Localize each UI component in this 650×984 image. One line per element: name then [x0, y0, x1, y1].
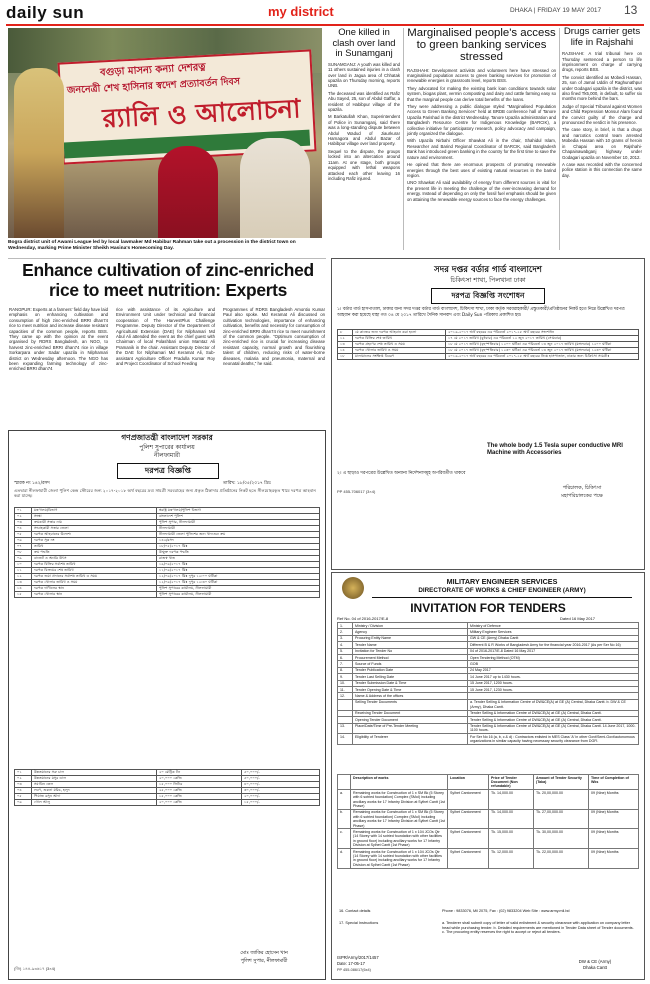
para: RAJSHAHI: Development activists and volunteers here have stressed on marginalised population access to green banking services for promotion of renewable energies in grassroots level, reports BSS.	[407, 67, 556, 84]
table-cell: Tender Publication Date	[353, 667, 468, 673]
divider	[403, 28, 404, 250]
special: a. Tenderer shall submit copy of letter of valid enlistment & security clearance with application on company letter head while purchasing tender. b. Detailed requirements are mentioned in Tender Data sheet of Tender documents. c. The procuring entity reserves the right to accept or reject all tenders.	[442, 921, 634, 935]
table-cell: ১২	[15, 574, 32, 580]
intro: ১। বর্ডার গার্ড হাসপাতাল, ঢাকার জন্য সদর দপ্তর বর্ডার গার্ড বাংলাদেশ, চিকিৎসা শাখা, ঢাকা কর্তৃক সরবরাহকারী/ প্রস্তুতকারী/প্রতিষ্ঠানের নিকট হতে নিম্নে উল্লেখিত দরপত্র আহবান করা হয়েছে যাহা গত ০৪ মে ২০১৭ তারিখে দৈনিক সানবাদ এবং Daily Sun পত্রিকায় প্রকাশিত হয়।	[337, 307, 625, 318]
table-cell: ৫০,০০০/-	[242, 776, 320, 782]
zinc-col1: RANGPUR: Experts at a farmers' field day have laid emphasis on enhancing cultivation and consumption of high zinc-enriched BRRI dhan74 rice to meet nutrition and increase disease resistant capacities of the common people, reports BSS. They came up with the opinion at the event organised by RDRS Bangladesh, an NGO, to harvest zinc-enriched BRRI dhan74 rice in village Sorkarpara under Sadar upazila in Nilphamari district on Wednesday afternoon. The NGO has been expanding farming technology of zinc-enriched BRRI dhan74	[9, 307, 108, 372]
table-cell: For Ser No 16 (a, b, c & d) : Contractors enlisted in MES Class 'A' in other Govt/Semi-Govt/autonomous organizations in similar capacity having necessary security clearance from DGFI.	[468, 734, 639, 745]
table-cell: Remaining works for Construction of 1 x 104 JCOs Qtr (14 Storey with 14 sotried foundation with other facilities in ground floor) including ancillary works for 17 Infantry Division at Sylhet Cantt (1st Phase)	[351, 849, 448, 869]
story-body	[407, 68, 556, 202]
table-cell: Opening Tender Document	[353, 717, 468, 723]
column-header: Time of Completion of Wks	[589, 775, 639, 790]
table-cell: মালামালের সংক্ষিপ্ত বিবরণ	[353, 354, 446, 360]
table-cell: ১২/০৬/২০১৭ খ্রিঃ দুপুর ১২:৩০ ঘটিকা	[157, 580, 320, 586]
table-cell: 14 June 2017 up to 1430 hours.	[468, 674, 639, 680]
table-cell: Agency	[353, 629, 468, 635]
para: UNO Shawkat Ali said availability of energy from different sources is vital for the present life in meeting the challenge of the ever-increasing demand for energy. Instead of depending on only the fossil fuel emphasis should be given on attaining the renewable energy sources to face the energy challenges.	[407, 180, 556, 202]
table-cell: Selling Tender Documents	[353, 699, 468, 710]
story-drugs	[562, 27, 642, 249]
table-cell: ০৬	[15, 538, 32, 544]
table-cell: Tk. 15,000.00	[489, 829, 534, 849]
table-cell: ১১	[15, 568, 32, 574]
table-cell: Tender Last Selling Date	[353, 674, 468, 680]
banner-main: র‍্যালি ও আলোচনা	[101, 94, 302, 135]
para: The convict identified as Mobedi Hassan, 25, son of Jamal Uddin of Raghunathpur under Godagari upazila in the district, was also fined Tk5,000, in default, to suffer six months more behind the bars.	[562, 74, 643, 102]
brand-logo: daily sun	[6, 3, 85, 22]
para: The case story, in brief, is that a drugs and narcotics control team arrested Mobedia Hassan with 10 grams of heroin in Chapai area on Rajshahi-Chapainawabganj highway under Godagari upazila on November 10, 2012.	[562, 127, 642, 160]
table-cell: Remaining works for Construction of 1 x SM Bk (5 Storey with 6 sotried foundation) Complex (SMoI) including ancillary works for 17 Infantry Division at Sylhet Cantt (1st Phase)	[351, 790, 448, 810]
table-cell: বাজেট ও অর্থের উৎস	[32, 556, 157, 562]
table-cell: 09 (Nine) Months	[589, 849, 639, 869]
zinc-col3: Programmes of RDRS Bangladesh Amontio Kumar Paul also spoke. Md Keramat Ali discussed on cultivation technologies, importance of enhancing cultivation, benefits and necessity for consumption of zinc-enriched BRRI dhan74 rice to meet nourishment of the common people. "Optimum consumption of zinc-enriched rice is crucial for increasing disease resistant capacity, normal growth and flourishing talent of children, reducing risks of water-borne diseases, malaria and pneumonia, maternal and neonatal deaths," he said.	[223, 307, 325, 367]
table-cell: উন্নতমানের মসুর ডাল	[32, 776, 157, 782]
table-row	[338, 348, 639, 354]
table-cell: ১৪	[15, 586, 32, 592]
table-cell: ১৮ মে ২০১৭ তারিখ (বৃহস্পতিবার) ১২০০ ঘটিকা এর পরিবর্তে ১৩ জুন ২০১৭ তারিখ (মঙ্গলবার) ১২০০ ঘটিকা	[446, 342, 639, 348]
table-cell: 6.	[338, 655, 353, 661]
table-cell: Name & Address of the offices	[353, 693, 468, 699]
story-killed	[328, 27, 400, 249]
table-cell: ১৮/০৫/২০১৭ খ্রিঃ	[157, 544, 320, 550]
banner-line1: জননেত্রী শেখ হাসিনার স্বদেশ প্রত্যাবর্তন দিবস	[66, 76, 241, 97]
table-cell: 8.	[338, 667, 353, 673]
masthead	[6, 0, 644, 24]
column-header: Location	[448, 775, 489, 790]
table-cell: 1.	[338, 623, 353, 629]
org2: DIRECTORATE OF WORKS & CHIEF ENGINEER (ARMY)	[418, 587, 586, 594]
tender-table	[14, 507, 320, 598]
ispr: ISPR/Army/2017/1457	[337, 955, 379, 960]
table-cell: ০১	[15, 770, 32, 776]
table-cell: পুলিশ সুপারের কার্যালয়, নীলফামারী	[157, 586, 320, 592]
table-cell: ২৫,০০০ কেজি	[157, 788, 242, 794]
para: A case was recorded with the concerned police station in this connection the same day.	[562, 161, 642, 178]
table-cell: Military Engineer Services	[468, 629, 639, 635]
table-cell: Sylhet Cantonment	[448, 790, 489, 810]
table-cell: Tk. 14,000.00	[489, 790, 534, 810]
table-cell: পুলিশ সুপার, নীলফামারী	[157, 520, 320, 526]
table-cell: 15 June 2017, 1230 hours.	[468, 687, 639, 693]
table-cell: Tender Selling & Information Centre of DW&CE(A) at GE (A) Central, Dhaka Cantt. 14 June 2017, 1000-1100 hours.	[468, 723, 639, 734]
table-row	[338, 829, 639, 849]
table-cell: দরপত্র বিক্রির সর্বশেষ তারিখ	[32, 562, 157, 568]
table-cell: ১৯/০৬/২০১৭ খ্রিঃ	[157, 562, 320, 568]
table-cell: নীলফামারী	[157, 526, 320, 532]
table-cell: ২০,০০০ কেজি	[157, 776, 242, 782]
contact-label: 16. Contact details	[339, 909, 371, 913]
table-cell: ০২	[15, 514, 32, 520]
table-row	[338, 734, 639, 745]
person-left	[14, 68, 64, 238]
table-cell: ১০	[15, 562, 32, 568]
table-cell: Receiving Tender Document	[353, 710, 468, 716]
table-cell: উন্নতমানের সরু চাল	[32, 770, 157, 776]
para: They advocated for making the existing bank loan conditions towards solar system, biogas plant, vermin composting and dairy and cattle farming easy so that the marginal people can derive total benefits of the loans.	[407, 85, 556, 102]
table-cell: 12.	[338, 693, 353, 699]
table-cell: ৮	[338, 330, 353, 336]
story-body	[328, 62, 400, 182]
ad-police	[8, 430, 326, 980]
works-table	[337, 774, 639, 869]
story-body	[562, 51, 642, 178]
table-cell: 09 (Nine) Months	[589, 790, 639, 810]
table-cell: গোল আলু	[32, 800, 157, 806]
table-cell: Tender Submission Date & Time	[353, 680, 468, 686]
heading: দরপত্র বিজ্ঞপ্তি	[145, 466, 191, 475]
table-cell: ১৮ মে ২০১৭ তারিখ (বৃহস্পতিবার) ১২৩০ ঘটিকা এর পরিবর্তে ১৩ জুন ২০১৭ তারিখ (মঙ্গলবার) ১২৩০ ঘটিকা	[446, 348, 639, 354]
memo-right: তারিখ: ১৮/০৫/২০১৭ খ্রিঃ	[223, 481, 272, 486]
table-cell: ১৫,০০০ কেজি	[157, 794, 242, 800]
table-cell: 7.	[338, 661, 353, 667]
table-cell: Tender Opening Date & Time	[353, 687, 468, 693]
photo-caption: Bogra district unit of Awami League led by local lawmaker Md Habibur Rahman take out a procession in the district town on Wednesday, marking Prime Minister Sheikh Hasina's Homecoming Day.	[8, 240, 296, 252]
table-cell: দরপত্র দাখিলের স্থান	[32, 586, 157, 592]
table-cell: দরপত্র বিক্রির শেষ তারিখ	[353, 336, 446, 342]
table-cell	[338, 775, 351, 790]
divider	[559, 28, 560, 250]
memo-left: স্মারক নং ১৪২/রসদ	[14, 481, 50, 486]
goods-table	[14, 769, 320, 806]
table-cell: বাংলাদেশ পুলিশ	[157, 514, 320, 520]
table-cell: ২০১৬-২০১৭ অর্থ বছরের এর পরিবর্তে ২০১৭-১৮ অর্থ বছরের সংশোধন	[446, 330, 639, 336]
table-row	[338, 790, 639, 810]
table-cell: ১৩	[338, 342, 353, 348]
amendment-table	[337, 329, 639, 360]
table-cell: Different B & R Works of Bangladesh Army for the financial year 2016-2017 (As per Ser No 16)	[468, 642, 639, 648]
org1: MILITARY ENGINEER SERVICES	[446, 577, 558, 586]
table-cell: 24 May 2017	[468, 667, 639, 673]
table-cell: ০৫	[15, 532, 32, 538]
table-cell: Tk. 30,00,000.00	[534, 829, 589, 849]
table-cell: ১৮	[338, 354, 353, 360]
ad-ref: (জি) ১৪৪-৯৩৬১৭ (3×4)	[14, 966, 56, 971]
table-cell: 04 of 2016-2017/E-8 Dated 16 May 2017	[468, 648, 639, 654]
table-cell: লবণ, শুকনা মরিচ, হলুদ	[32, 788, 157, 794]
table-cell: GOB	[468, 661, 639, 667]
table-cell: Remaining works for Construction of 1 x 104 JCOs Qtr (14 Storey with 14 sotried foundation with other facilities in ground floor) including ancillary works for 17 Infantry Division at Sylhet Cantt (1st Phase)	[351, 829, 448, 849]
table-cell: Procuring Entity Name	[353, 635, 468, 641]
table-cell: ০৭	[15, 544, 32, 550]
signer: DW & CE (Army)	[578, 959, 612, 964]
para: Sequel to the dispute, the groups locked into an altercation around 11am. At one stage, both groups equipped with lethal weapons attacked each other leaving 16 including Rafiz injured.	[328, 148, 400, 181]
table-row	[338, 809, 639, 829]
table-cell: Tk. 27,00,000.00	[534, 809, 589, 829]
para: RAJSHAHI: A trial tribunal here on Thursday sentenced a person to life imprisonment on charge of carrying drugs, reports BSS.	[562, 51, 642, 73]
tender-info-table	[337, 622, 639, 745]
table-cell: Sylhet Cantonment	[448, 829, 489, 849]
table-cell: ৫০,০০০/-	[242, 770, 320, 776]
table-cell: a.	[338, 790, 351, 810]
table-cell: ২০,০০০ কেজি	[157, 800, 242, 806]
org-sub: চিকিৎসা শাখা, পিলখানা ঢাকা	[450, 276, 526, 284]
headline: Drugs carrier gets life in Rajshahi	[563, 26, 641, 48]
heading: দরপত্র বিজ্ঞপ্তি সংশোধন	[451, 291, 525, 300]
signer2: Dhaka Cantt	[583, 965, 607, 970]
table-cell: 2.	[338, 629, 353, 635]
table-cell: স্বরাষ্ট্র মন্ত্রণালয়/পুলিশ বিভাগ	[157, 508, 320, 514]
table-cell: ক্রয়কারী সত্তার নাম	[32, 520, 157, 526]
office: পুলিশ সুপারের কার্যালয়	[139, 444, 195, 451]
table-cell: Tender Selling & Information Centre of DW&CE(A) at GE (A) Central, Dhaka Cantt.	[468, 710, 639, 716]
table-cell: 9.	[338, 674, 353, 680]
table-cell: ২০১৬-২০১৭ অর্থ বছরের এর পরিবর্তে ২০১৭-১৮ অর্থ বছরের নিম্নে হাসপাতাল, ঢাকার জন্য চিকিৎসা সামগ্রীঃ	[446, 354, 639, 360]
table-cell: Tk. 20,00,000.00	[534, 790, 589, 810]
table-cell: ১৪	[338, 348, 353, 354]
table-cell: 5.	[338, 648, 353, 654]
table-cell: দরপত্র খোলার তারিখ ও সময়	[32, 580, 157, 586]
person-right	[240, 138, 310, 238]
table-cell: ২০ মেট্রিক টন	[157, 770, 242, 776]
table-cell: ০৪	[15, 526, 32, 532]
table-cell: ০৩	[15, 520, 32, 526]
table-cell	[338, 699, 353, 710]
table-row	[338, 849, 639, 869]
divider	[8, 258, 326, 259]
table-cell: দরপত্র সূত্র নং	[32, 538, 157, 544]
table-cell: Ministry of Defence	[468, 623, 639, 629]
column-header: Price of Tender Document (Non refundable)	[489, 775, 534, 790]
table-row	[338, 699, 639, 710]
table-cell: d.	[338, 849, 351, 869]
table-row	[338, 723, 639, 734]
table-row	[15, 592, 320, 598]
table-cell: ১৫	[15, 592, 32, 598]
table-cell: ১৫,০০০ লিটার	[157, 782, 242, 788]
table-cell: ০৯	[15, 556, 32, 562]
table-cell: Place/Date/Time of Pre-Tender Meeting	[353, 723, 468, 734]
news-photo	[8, 28, 322, 238]
table-cell: Tender Name	[353, 642, 468, 648]
table-cell: Open Tendering Method (OTM)	[468, 655, 639, 661]
table-cell: ৩০,০০০/-	[242, 788, 320, 794]
ad-ref: PP 455-706017 (3×4)	[337, 489, 376, 494]
table-cell: ০৮	[15, 550, 32, 556]
table-cell: c.	[338, 829, 351, 849]
headline: Marginalised people's access to green banking services stressed	[407, 27, 556, 64]
table-row	[15, 800, 320, 806]
table-cell: উন্মুক্ত দরপত্র পদ্ধতি	[157, 550, 320, 556]
table-cell: 09 (Nine) Months	[589, 829, 639, 849]
table-row	[338, 354, 639, 360]
table-cell: ১৭ মে ২০১৭ তারিখ (বুধবার) এর পরিবর্তে ১২ জুন ২০১৭ তারিখ (সোমবার)	[446, 336, 639, 342]
table-cell: Tk. 14,000.00	[489, 809, 534, 829]
table-cell: Ministry / Division	[353, 623, 468, 629]
org-title: সদর দপ্তর বর্ডার গার্ড বাংলাদেশ	[434, 265, 542, 275]
section-title: my district	[268, 4, 334, 19]
table-cell: a. Tender Selling & Information Centre of DW&CE(A) at GE (A) Central, Dhaka Cantt. b. DW & CE (Army), Dhaka Cantt.	[468, 699, 639, 710]
person-center	[158, 146, 218, 238]
table-cell: ০৪	[15, 788, 32, 794]
dated: Dated 16 May 2017	[560, 616, 595, 621]
signer: মোঃ জাকির হোসেন খান	[240, 951, 288, 956]
table-cell: দরপত্র খোলার তারিখ ও সময়	[353, 348, 446, 354]
ispr-date: Date: 17-05-17	[337, 961, 365, 966]
para: They were addressing a public dialogue styled "Marginalised Population Access to Green Banking Services" held at BRDB conference hall of Tanore Upazila Parishad in the district Wednesday. Tanore Upazila administration and Bangladesh Resource Centre for Indigenous Knowledge (BARCIK), a collective initiative for participatory research, policy advocacy and campaign, jointly organized the dialogue.	[407, 104, 556, 137]
para: He opined that there are enormous prospects of promoting renewable energies through the best uses of existing natural resources in the barind region.	[407, 162, 556, 178]
column-header: Description of works	[351, 775, 448, 790]
intro: এতদ্বারা নীলফামারী জেলা পুলিশ কেন্দ্র স্টোরের জন্য ২০১৭-২০১৮ অর্থ বছরের দ্রব্য সামগ্রী সরবরাহের জন্য প্রকৃত ঠিকাদার প্রতিষ্ঠানের নিকট হতে সীলমোহরকৃত খামে দরপত্র আহবান করা যাচ্ছে।	[14, 488, 316, 499]
table-cell: দরপত্র গ্রহণের শেষ তারিখ ও সময়	[353, 342, 446, 348]
para: Judge of Special Tribunal against Women and Child Repression Monsur Alam found the convict guilty of the charge and pronounced the verdict in his presence.	[562, 103, 642, 126]
table-cell: মন্ত্রণালয়/বিভাগ	[32, 508, 157, 514]
table-cell: ১৫,০০০/-	[242, 800, 320, 806]
table-cell: ১৪২/রসদ	[157, 538, 320, 544]
table-cell: Invitation for Tender No	[353, 648, 468, 654]
table-cell: 11.	[338, 687, 353, 693]
mes-logo	[342, 577, 364, 599]
table-cell: 15 June 2017, 1200 hours.	[468, 680, 639, 686]
dateline: DHAKA | FRIDAY 19 MAY 2017	[510, 7, 602, 14]
table-cell: সয়াবিন তেল	[32, 782, 157, 788]
table-cell: ০৫	[15, 794, 32, 800]
table-cell: 4.	[338, 642, 353, 648]
table-cell: Procurement Method	[353, 655, 468, 661]
table-cell: 14.	[338, 734, 353, 745]
table-cell: 09 (Nine) Months	[589, 809, 639, 829]
table-cell: ১২/০৬/২০১৭ খ্রিঃ দুপুর ১২:০০ ঘটিকা	[157, 574, 320, 580]
column-header: Amount of Tender Security (Taka)	[534, 775, 589, 790]
signer2: পুলিশ সুপার, নীলফামারী	[240, 959, 288, 964]
table-cell: Remaining works for Construction of 1 x SM Bk (5 Storey with 6 sotried foundation) Complex (SMoI) including ancillary works for 17 Infantry Division at Sylhet Cantt (1st Phase)	[351, 809, 448, 829]
table-cell: Eligibility of Tenderer	[353, 734, 468, 745]
table-cell: ০১	[15, 508, 32, 514]
zinc-col2: rice with assistance of its Agriculture and Environment Unit under technical and financial cooperation of The HarvestPlus Challenge Programme. Deputy Director of the Department of Agricultural Extension (DAE) for Nilphamari Md Abul Ali attended the event as the chief guest with Chairman of local Polashbari union Mamtaz Ali Pramanik in the chair. Assistant Deputy Director of the DAE for Nilphamari Md Keramat Ali, Sub-assistant Agriculture Officer Pradulla Kumar Roy and Project Coordinator of School Feeding	[116, 307, 215, 367]
table-cell: Sylhet Cantonment	[448, 849, 489, 869]
banner-top-text: বগুড়া মাসন্য কন্যা দেশরত্ন	[99, 61, 206, 79]
table-cell: GW & CE (Army) Dhaka Cantt	[468, 635, 639, 641]
para: SUNAMGANJ: A youth was killed and 11 others sustained injuries in a clash over land in Jagua area of Chhatak upazila on Thursday morning, reports UNB.	[328, 61, 400, 89]
table-cell: দরপত্র জমা প্রদানের সর্বশেষ তারিখ ও সময়	[32, 574, 157, 580]
zinc-headline: Enhance cultivation of zinc-enriched rice to meet nutrition: Experts	[22, 260, 314, 300]
table-cell: ক্রয় পদ্ধতি	[32, 550, 157, 556]
table-cell: পিয়াজ রসুন আদা	[32, 794, 157, 800]
heading-box	[117, 463, 219, 479]
para: The deceased was identified as Rafiz Abu Sayed, 25, son of Abdul Gaffar, a resident of Habibpur village of the upazila.	[328, 90, 400, 113]
table-cell: ১২	[338, 336, 353, 342]
table-cell: দরপত্র খোলার স্থান	[32, 592, 157, 598]
table-cell: ১৩	[15, 580, 32, 586]
district: নীলফামারী	[154, 452, 180, 459]
special-label: 17. Special Instructions	[339, 921, 379, 925]
table-cell: 10.	[338, 680, 353, 686]
table-cell: সংস্থা	[32, 514, 157, 520]
table-cell: পুলিশ সুপারের কার্যালয়, নীলফামারী	[157, 592, 320, 598]
table-cell: Tender Selling & Information Centre of DW&CE(A) at GE (A) Central, Dhaka Cantt.	[468, 717, 639, 723]
table-row	[338, 342, 639, 348]
masthead-rule	[6, 24, 644, 26]
table-cell: 13.	[338, 723, 353, 734]
ad-mes	[331, 572, 645, 980]
table-cell: দরপত্র আহবানের উদ্দেশ্য	[32, 532, 157, 538]
heading: INVITATION FOR TENDERS	[410, 601, 566, 615]
table-cell: ২০,০০০/-	[242, 794, 320, 800]
table-cell: তারিখ	[32, 544, 157, 550]
heading-box	[431, 288, 545, 304]
ispr-ref: PP 455-086/17(6x4)	[337, 968, 371, 972]
table-cell: ০৩	[15, 782, 32, 788]
table-cell: 3.	[338, 635, 353, 641]
table-cell: নীলফামারী জেলা পুলিশের জন্য খাদ্যদ্রব্য ক্রয়	[157, 532, 320, 538]
headline: One killed in clash over land in Sunamganj	[332, 26, 396, 59]
note: ২। এ ছাড়াও দরপত্রের উল্লেখিত অন্যান্য নির্দেশনাসমূহ অপরিবর্তীত থাকবে	[337, 471, 466, 476]
table-cell: সংগ্রহকারী সত্তার জেলা	[32, 526, 157, 532]
story-marginalised	[407, 27, 556, 249]
gov-title: গণপ্রজাতন্ত্রী বাংলাদেশ সরকার	[121, 433, 213, 442]
page-number: 13	[624, 3, 638, 17]
table-header-row	[338, 775, 639, 790]
org-rule	[372, 597, 632, 598]
contact: Phone : 9833076, Mil 2075, Fax : (02) 9833204 Web Site : www.army.mil.bd	[442, 909, 570, 913]
ad-bgb	[331, 258, 645, 570]
table-cell: Tk. 22,00,000.00	[534, 849, 589, 869]
table-cell: দরপত্র বিক্রয়ের শেষ তারিখ	[32, 568, 157, 574]
table-cell: ০২	[15, 776, 32, 782]
mri-item: The whole body 1.5 Tesla super conductive MRI Machine with Accessories	[487, 443, 623, 457]
table-cell: ০৬	[15, 800, 32, 806]
table-cell: Sylhet Cantonment	[448, 809, 489, 829]
table-cell: রাজস্ব খাত	[157, 556, 320, 562]
table-cell: Source of Funds	[353, 661, 468, 667]
signer: পরিচালক, চিকিৎসা	[562, 485, 602, 491]
signer2: মহাপরিচালকের পক্ষে	[561, 493, 603, 499]
para: With Upazila Nirbahi Officer Shawkat Ali in the chair, Shahidul Islam, Researcher and Barind Regional Coordinator of BARCIK, said Bangladesh Bank has introduced green banking in the country for the first time to save the nature and environment.	[407, 138, 556, 160]
para: M Barkatullah Khan, Superintendent of Police in Sunamganj, said there was a long-standing dispute between Abdul Wadud of Jiaurkurar Harnagora and Abdul Bazar of Habibpur village over land property.	[328, 114, 400, 147]
table-cell: ১১/০৬/২০১৭ খ্রিঃ	[157, 568, 320, 574]
table-cell: ৪০,০০০/-	[242, 782, 320, 788]
table-cell: Tk. 12,000.00	[489, 849, 534, 869]
ref-no: Ref No. 04 of 2016-2017/E-8	[337, 616, 389, 621]
table-cell: b.	[338, 809, 351, 829]
table-cell: যে কাজের জন্য দরপত্র আহবান করা হলো	[353, 330, 446, 336]
